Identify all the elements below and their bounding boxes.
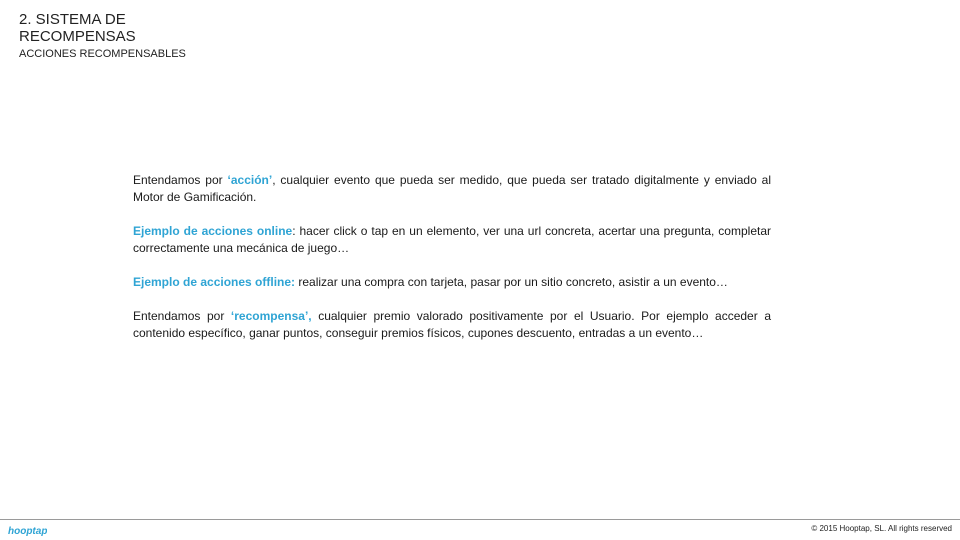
paragraph-text: Entendamos por [133, 309, 231, 323]
paragraph-online [133, 223, 771, 257]
slide-title: 2. SISTEMA DE RECOMPENSAS [19, 11, 136, 45]
paragraph-recompensa [133, 308, 771, 342]
highlight-online: Ejemplo de acciones online [133, 224, 293, 238]
slide-subtitle: ACCIONES RECOMPENSABLES [19, 48, 186, 60]
highlight-recompensa: ‘recompensa’, [230, 309, 312, 323]
copyright-text: © 2015 Hooptap, SL. All rights reserved [811, 524, 952, 533]
hooptap-logo [7, 523, 47, 537]
paragraph-offline [133, 274, 771, 291]
footer-divider [0, 519, 960, 520]
paragraph-text: , cualquier evento que pueda ser medido, que pueda ser tratado digitalmente y enviado al Motor de Gamificación. [133, 173, 771, 204]
logo-text: hooptap [8, 526, 47, 537]
paragraph-text: cualquier premio valorado positivamente por el Usuario. Por ejemplo acceder a contenido específico, ganar puntos, conseguir premios físicos, cupones descuento, entradas a un evento… [133, 309, 771, 340]
paragraph-accion [133, 172, 771, 206]
highlight-accion: ‘acción’ [227, 173, 273, 187]
paragraph-text: : hacer click o tap en un elemento, ver una url concreta, acertar una pregunta, completar correctamente una mecánica de juego… [133, 224, 771, 255]
highlight-offline: Ejemplo de acciones offline: [133, 275, 296, 289]
paragraph-text: realizar una compra con tarjeta, pasar por un sitio concreto, asistir a un evento… [295, 275, 728, 289]
slide-body [133, 172, 771, 359]
slide-header [19, 11, 239, 61]
paragraph-text: Entendamos por [133, 173, 228, 187]
